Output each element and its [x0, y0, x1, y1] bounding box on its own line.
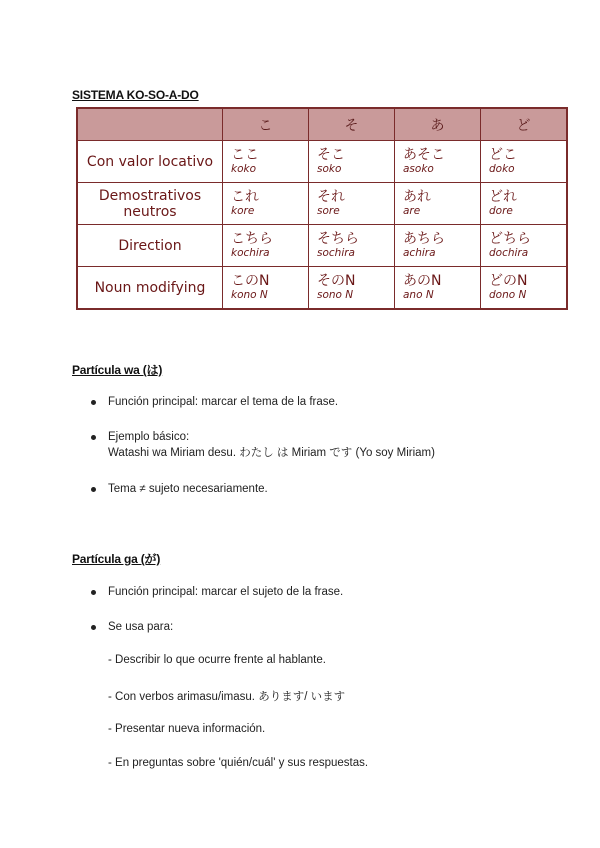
cell-romaji: sono N	[317, 288, 354, 301]
cell-romaji: ano N	[403, 288, 434, 301]
cell-romaji: dochira	[489, 246, 529, 259]
cell-kana: どちら	[489, 230, 531, 247]
cell-kana: あそこ	[403, 146, 445, 163]
list-item	[90, 619, 173, 635]
cell-romaji: koko	[231, 162, 257, 175]
bullet-icon	[91, 487, 96, 492]
row-label: Direction	[77, 225, 223, 267]
cell-kana: こちら	[231, 230, 273, 247]
ga-bullet-list	[90, 619, 173, 635]
ga-bullet-1: Función principal: marcar el sujeto de la frase.	[108, 586, 344, 598]
table-cell	[395, 225, 481, 267]
table-cell	[309, 141, 395, 183]
wa-heading: Partícula wa (は)	[72, 363, 163, 377]
table-cell	[223, 183, 309, 225]
ga-use-2: - Con verbos arimasu/imasu. あります/ います	[108, 691, 346, 703]
row-label: Con valor locativo	[77, 141, 223, 183]
cell-kana: ここ	[231, 146, 259, 163]
row-label-text: Demostrativos neutros	[98, 187, 202, 220]
list-item	[90, 481, 268, 497]
cell-kana: そちら	[317, 230, 359, 247]
wa-bullet-list	[90, 429, 435, 461]
table-cell	[309, 225, 395, 267]
ga-bullet-2: Se usa para:	[108, 621, 174, 633]
list-item	[90, 394, 338, 410]
ga-use-3: - Presentar nueva información.	[108, 723, 266, 735]
cell-romaji: soko	[317, 162, 342, 175]
table-cell	[481, 141, 568, 183]
cell-kana: あのN	[403, 272, 442, 289]
table-row	[77, 267, 567, 310]
cell-kana: あちら	[403, 230, 445, 247]
ga-use-4: - En preguntas sobre 'quién/cuál' y sus respuestas.	[108, 757, 369, 769]
wa-bullet-2-line2: Watashi wa Miriam desu. わたし は Miriam です (Yo soy Miriam)	[108, 447, 435, 459]
table-row	[77, 183, 567, 225]
cell-romaji: sore	[317, 204, 340, 217]
ga-bullet-list	[90, 584, 343, 600]
table-row	[77, 225, 567, 267]
row-label	[77, 183, 223, 225]
table-cell	[309, 267, 395, 310]
table-header-ko: こ	[223, 108, 309, 141]
list-item	[90, 429, 435, 461]
bullet-icon	[91, 400, 96, 405]
kosoado-heading: SISTEMA KO-SO-A-DO	[72, 88, 199, 102]
table-cell	[395, 267, 481, 310]
table-cell	[395, 183, 481, 225]
table-header-a: あ	[395, 108, 481, 141]
table-row	[77, 141, 567, 183]
table-cell	[481, 183, 568, 225]
table-header-empty	[77, 108, 223, 141]
cell-romaji: sochira	[317, 246, 355, 259]
table-cell	[481, 267, 568, 310]
table-cell	[309, 183, 395, 225]
cell-kana: このN	[231, 272, 270, 289]
cell-kana: それ	[317, 188, 345, 205]
cell-kana: そこ	[317, 146, 345, 163]
cell-kana: あれ	[403, 188, 431, 205]
kosoado-table	[76, 107, 568, 310]
cell-kana: どこ	[489, 146, 517, 163]
row-label: Noun modifying	[77, 267, 223, 310]
cell-romaji: doko	[489, 162, 515, 175]
table-cell	[223, 225, 309, 267]
cell-kana: そのN	[317, 272, 356, 289]
cell-romaji: dore	[489, 204, 513, 217]
table-header-so: そ	[309, 108, 395, 141]
cell-romaji: dono N	[489, 288, 527, 301]
wa-bullet-1: Función principal: marcar el tema de la frase.	[108, 396, 339, 408]
wa-bullet-2-line1: Ejemplo básico:	[108, 431, 190, 443]
bullet-icon	[91, 435, 96, 440]
table-cell	[395, 141, 481, 183]
list-item	[90, 584, 343, 600]
cell-romaji: kono N	[231, 288, 268, 301]
table-cell	[223, 141, 309, 183]
wa-bullet-3: Tema ≠ sujeto necesariamente.	[108, 483, 268, 495]
wa-bullet-list	[90, 481, 268, 497]
cell-kana: これ	[231, 188, 259, 205]
cell-romaji: achira	[403, 246, 436, 259]
cell-romaji: are	[403, 204, 421, 217]
cell-kana: どれ	[489, 188, 517, 205]
ga-use-1: - Describir lo que ocurre frente al hablante.	[108, 654, 326, 666]
cell-romaji: kore	[231, 204, 255, 217]
bullet-icon	[91, 625, 96, 630]
table-header-do: ど	[481, 108, 568, 141]
wa-bullet-list	[90, 394, 338, 410]
cell-kana: どのN	[489, 272, 528, 289]
cell-romaji: asoko	[403, 162, 434, 175]
ga-heading: Partícula ga (が)	[72, 552, 161, 566]
table-cell	[223, 267, 309, 310]
table-cell	[481, 225, 568, 267]
cell-romaji: kochira	[231, 246, 270, 259]
table-header-row	[77, 108, 567, 141]
bullet-icon	[91, 590, 96, 595]
